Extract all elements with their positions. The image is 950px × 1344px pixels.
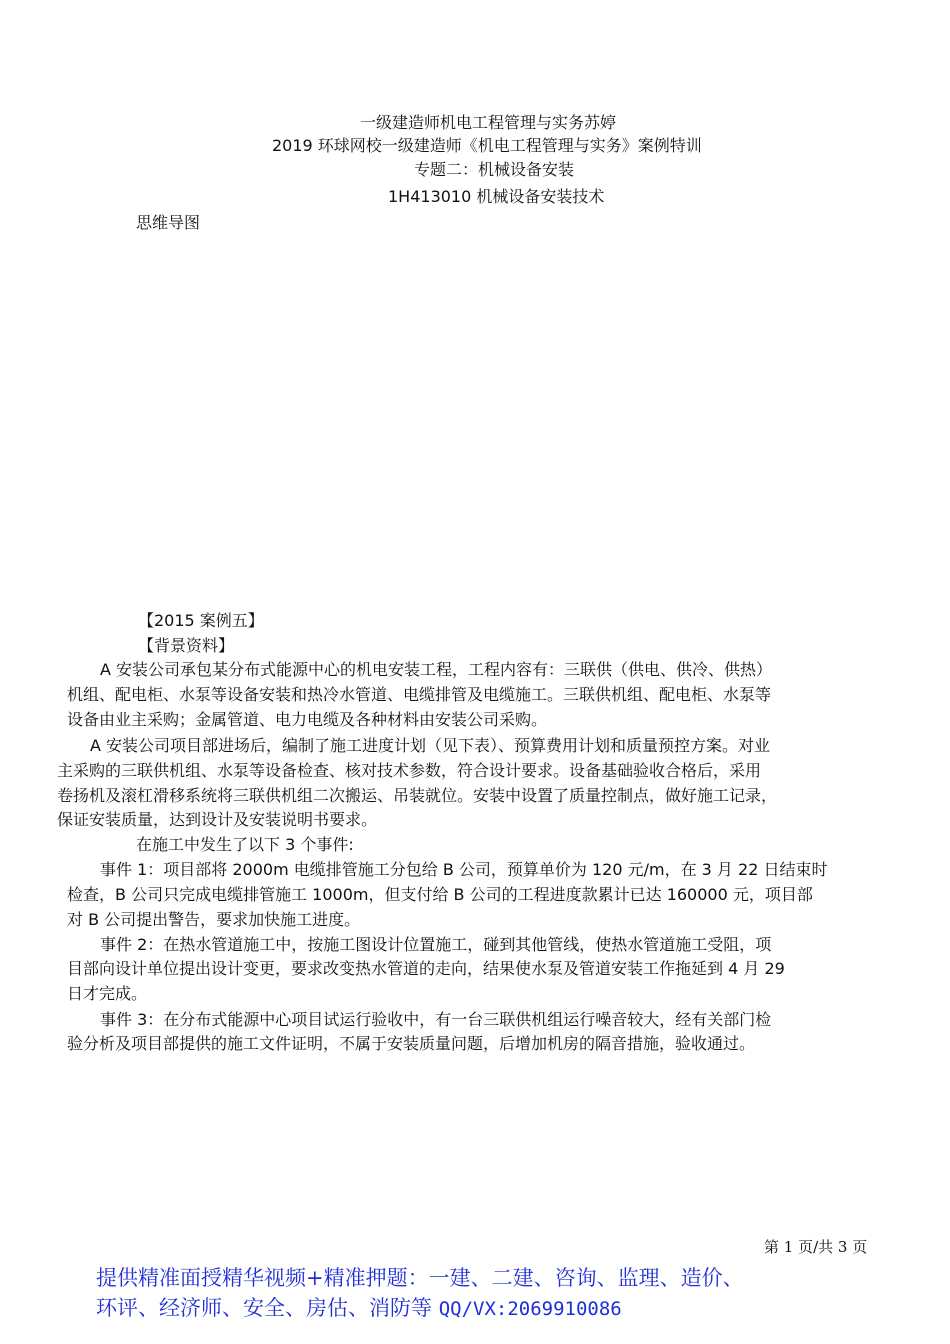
mindmap-placeholder — [60, 240, 890, 600]
doc-topic-title: 专题二：机械设备安装 — [414, 160, 575, 179]
paragraph-2-line-2: 主采购的三联供机组、水泵等设备检查、核对技术参数，符合设计要求。设备基础验收合格后，采用 — [57, 761, 762, 780]
event-2-line-2: 目部向设计单位提出设计变更，要求改变热水管道的走向，结果使水泵及管道安装工作拖延到 4 月 29 — [67, 959, 785, 978]
case-title: 【2015 案例五】 — [138, 611, 264, 630]
page-number: 第 1 页/共 3 页 — [764, 1238, 868, 1256]
event-2-line-1: 事件 2：在热水管道施工中，按施工图设计位置施工，碰到其他管线，使热水管道施工受阻，项 — [100, 935, 772, 954]
event-3-line-1: 事件 3：在分布式能源中心项目试运行验收中，有一台三联供机组运行噪音较大，经有关部门检 — [100, 1010, 772, 1029]
footer-ad-line-2 — [96, 1294, 622, 1323]
event-3-line-2: 验分析及项目部提供的施工文件证明，不属于安装质量问题，后增加机房的隔音措施，验收通过。 — [67, 1034, 756, 1053]
event-1-line-2: 检查，B 公司只完成电缆排管施工 1000m，但支付给 B 公司的工程进度款累计已达 160000 元，项目部 — [67, 885, 813, 904]
event-2-line-3: 日才完成。 — [67, 984, 148, 1003]
events-intro: 在施工中发生了以下 3 个事件: — [136, 835, 354, 854]
paragraph-2-line-4: 保证安装质量，达到设计及安装说明书要求。 — [57, 810, 378, 829]
doc-section-title: 1H413010 机械设备安装技术 — [388, 187, 605, 206]
event-1-line-1: 事件 1：项目部将 2000m 电缆排管施工分包给 B 公司，预算单价为 120 元/m，在 3 月 22 日结束时 — [100, 860, 828, 879]
footer-ad-text: 环评、经济师、安全、房估、消防等 — [96, 1296, 439, 1320]
footer-contact: QQ/VX:2069910086 — [438, 1298, 622, 1320]
paragraph-2-line-3: 卷扬机及滚杠滑移系统将三联供机组二次搬运、吊装就位。安装中设置了质量控制点，做好施工记录， — [57, 786, 778, 805]
background-label: 【背景资料】 — [138, 636, 235, 655]
doc-course-title: 2019 环球网校一级建造师《机电工程管理与实务》案例特训 — [272, 136, 702, 155]
paragraph-1-line-3: 设备由业主采购；金属管道、电力电缆及各种材料由安装公司采购。 — [67, 710, 548, 729]
mindmap-label: 思维导图 — [136, 213, 201, 232]
event-1-line-3: 对 B 公司提出警告，要求加快施工进度。 — [67, 910, 361, 929]
doc-subtitle-author: 一级建造师机电工程管理与实务苏婷 — [360, 113, 617, 132]
paragraph-2-line-1: A 安装公司项目部进场后，编制了施工进度计划（见下表）、预算费用计划和质量预控方案。对业 — [90, 736, 771, 755]
footer-ad-line-1: 提供精准面授精华视频+精准押题：一建、二建、咨询、监理、造价、 — [96, 1266, 744, 1290]
paragraph-1-line-1: A 安装公司承包某分布式能源中心的机电安装工程，工程内容有：三联供（供电、供冷、供热） — [100, 660, 773, 679]
paragraph-1-line-2: 机组、配电柜、水泵等设备安装和热冷水管道、电缆排管及电缆施工。三联供机组、配电柜、水泵等 — [67, 685, 772, 704]
